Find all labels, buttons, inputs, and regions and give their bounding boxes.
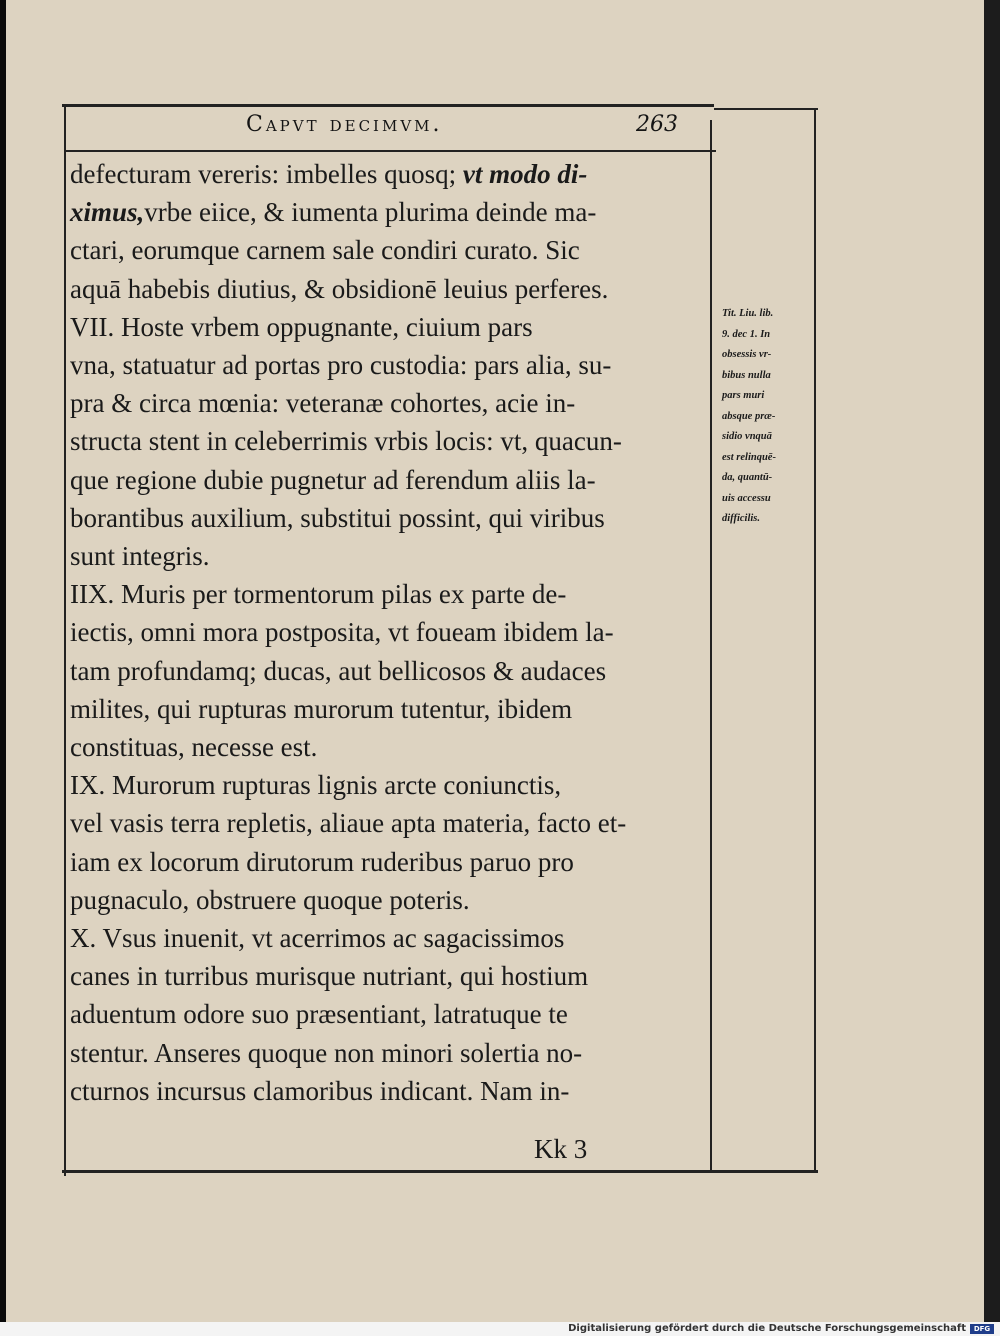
page-number: 263 bbox=[636, 112, 678, 137]
text-line: borantibus auxilium, substitui possint, qui viribus bbox=[70, 502, 605, 533]
text-line: IIX. Muris per tormentorum pilas ex parte de- bbox=[70, 579, 567, 610]
marginal-note-line: da, quantū- bbox=[722, 472, 773, 483]
text-line: aduentum odore suo præsentiant, latratuque te bbox=[70, 999, 568, 1030]
marginal-note-line: difficilis. bbox=[722, 513, 761, 524]
header-rule bbox=[62, 104, 714, 107]
marginal-note-line: obsessis vr- bbox=[722, 349, 772, 360]
center-frame-line bbox=[710, 120, 712, 1170]
text-line: VII. Hoste vrbem oppugnante, ciuium pars bbox=[70, 311, 533, 342]
marginal-note-line: uis accessu bbox=[722, 492, 771, 504]
left-frame-line bbox=[64, 104, 66, 1176]
header-underline bbox=[66, 150, 716, 152]
marginal-note-line: 9. dec 1. In bbox=[722, 328, 771, 340]
text-line: pra & circa mœnia: veteranæ cohortes, acie in- bbox=[70, 388, 576, 419]
text-line: vel vasis terra repletis, aliaue apta materia, facto et- bbox=[70, 808, 627, 839]
marginal-note-line: bibus nulla bbox=[722, 369, 771, 381]
marginal-note-line: est relinquē- bbox=[722, 451, 776, 463]
dfg-logo: DFG bbox=[970, 1324, 994, 1334]
text-line: tam profundamq; ducas, aut bellicosos & audaces bbox=[70, 655, 607, 686]
text-line: cturnos incursus clamoribus indicant. Nam in- bbox=[70, 1075, 570, 1106]
text-line: iectis, omni mora postposita, vt foueam ibidem la- bbox=[70, 617, 614, 648]
text-line: structa stent in celeberrimis vrbis locis: vt, quacun- bbox=[70, 426, 622, 457]
text-line: ximus,vrbe eiice, & iumenta plurima deinde ma- bbox=[70, 197, 597, 228]
text-line: defecturam vereris: imbelles quosq; vt modo di- bbox=[70, 159, 588, 189]
text-line: canes in turribus murisque nutriant, qui hostium bbox=[70, 961, 589, 992]
marginal-note-line: Tit. Liu. lib. bbox=[722, 308, 774, 319]
text-line: ctari, eorumque carnem sale condiri curato. Sic bbox=[70, 235, 580, 266]
marginal-note-line: sidio vnquā bbox=[722, 431, 772, 442]
text-line: IX. Murorum rupturas lignis arcte coniunctis, bbox=[70, 770, 562, 801]
text-line: stentur. Anseres quoque non minori solertia no- bbox=[70, 1037, 583, 1068]
marginal-note-line: pars muri bbox=[722, 390, 765, 401]
book-page bbox=[6, 0, 984, 1322]
running-head: Capvt decimvm. bbox=[246, 112, 443, 137]
footer-rule bbox=[62, 1170, 818, 1173]
text-line: X. Vsus inuenit, vt acerrimos ac sagacissimos bbox=[70, 923, 565, 953]
text-line: pugnaculo, obstruere quoque poteris. bbox=[70, 884, 470, 915]
signature-mark: Kk 3 bbox=[534, 1134, 588, 1164]
header-rule-right bbox=[714, 108, 818, 110]
text-line: milites, qui rupturas murorum tutentur, ibidem bbox=[70, 693, 573, 724]
text-line: vna, statuatur ad portas pro custodia: pars alia, su- bbox=[70, 350, 612, 380]
text-line: aquā habebis diutius, & obsidionē leuius perferes. bbox=[70, 273, 609, 304]
scan-edge bbox=[984, 0, 1000, 1322]
text-line: constituas, necesse est. bbox=[70, 732, 318, 762]
text-line: que regione dubie pugnetur ad ferendum aliis la- bbox=[70, 464, 596, 495]
marginal-note-line: absque præ- bbox=[722, 410, 776, 422]
text-line: iam ex locorum dirutorum ruderibus paruo pro bbox=[70, 846, 574, 877]
right-frame-line bbox=[814, 108, 816, 1172]
text-line: sunt integris. bbox=[70, 541, 210, 571]
digitization-notice: Digitalisierung gefördert durch die Deutsche Forschungsgemeinschaft bbox=[568, 1323, 966, 1334]
